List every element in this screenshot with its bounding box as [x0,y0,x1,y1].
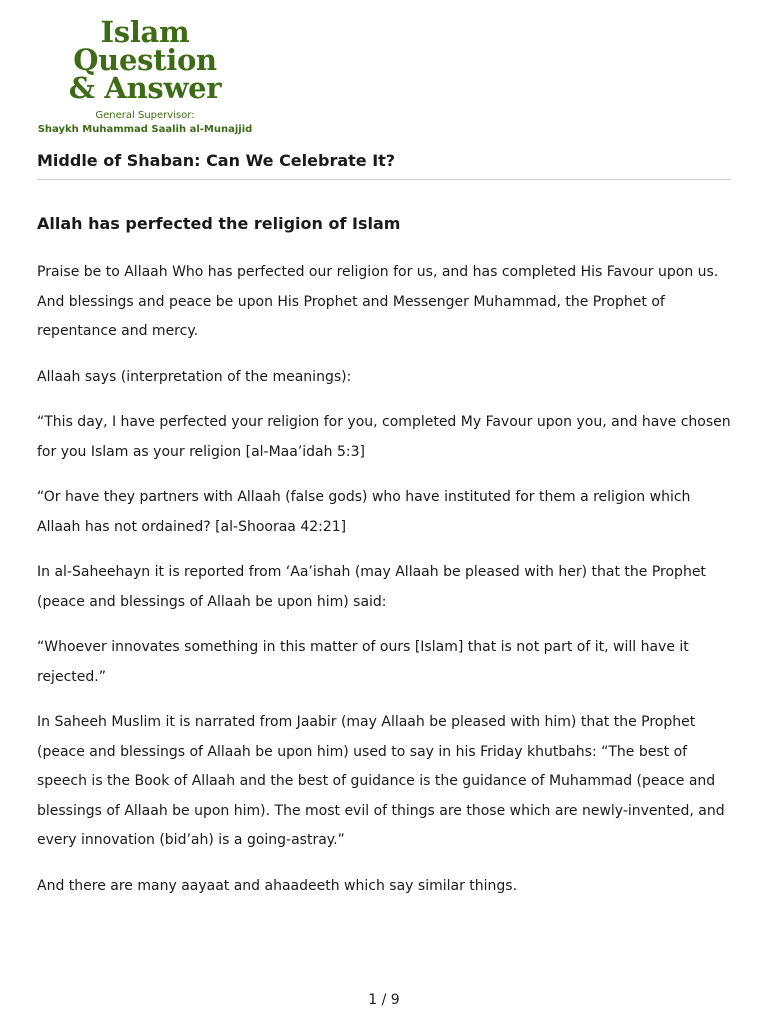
document-title: Middle of Shaban: Can We Celebrate It? [37,151,396,170]
paragraph: In Saheeh Muslim it is narrated from Jaabir (may Allaah be pleased with him) that the Prophet (peace and blessings of Allaah be upon him) used to say in his Friday khutbahs: “The best of speech is the Book of Allaah and the best of guidance is the guidance of Muhammad (peace and blessings of Allaah be upon him). The most evil of things are those which are newly-invented, and every innovation (bid’ah) is a going-astray.” [37,714,725,848]
title-divider [37,179,731,180]
site-logo[interactable] [30,15,260,137]
paragraph: Allaah says (interpretation of the meanings): [37,368,352,385]
logo-supervisor-label: General Supervisor: [95,110,195,121]
paragraph: And there are many aayaat and ahaadeeth which say similar things. [37,877,518,894]
logo-title-line2: & Answer [68,71,222,105]
section-heading: Allah has perfected the religion of Islam [37,214,401,233]
paragraph: “Whoever innovates something in this matter of ours [Islam] that is not part of it, will have it rejected.” [37,639,689,685]
page-indicator: 1 / 9 [368,992,400,1008]
paragraph: Praise be to Allaah Who has perfected our religion for us, and has completed His Favour upon us. And blessings and peace be upon His Prophet and Messenger Muhammad, the Prophet of repentance and mercy. [37,264,719,339]
paragraph: In al-Saheehayn it is reported from ‘Aa’ishah (may Allaah be pleased with her) that the Prophet (peace and blessings of Allaah be upon him) said: [37,564,706,610]
logo-supervisor-name: Shaykh Muhammad Saalih al-Munajjid [37,124,253,135]
article-body [37,258,737,917]
logo-title-line1: Islam Question [73,15,217,77]
paragraph: “Or have they partners with Allaah (false gods) who have instituted for them a religion which Allaah has not ordained? [al-Shooraa 42:21] [37,489,691,535]
paragraph: “This day, I have perfected your religion for you, completed My Favour upon you, and have chosen for you Islam as your religion [al-Maa’idah 5:3] [37,414,731,460]
